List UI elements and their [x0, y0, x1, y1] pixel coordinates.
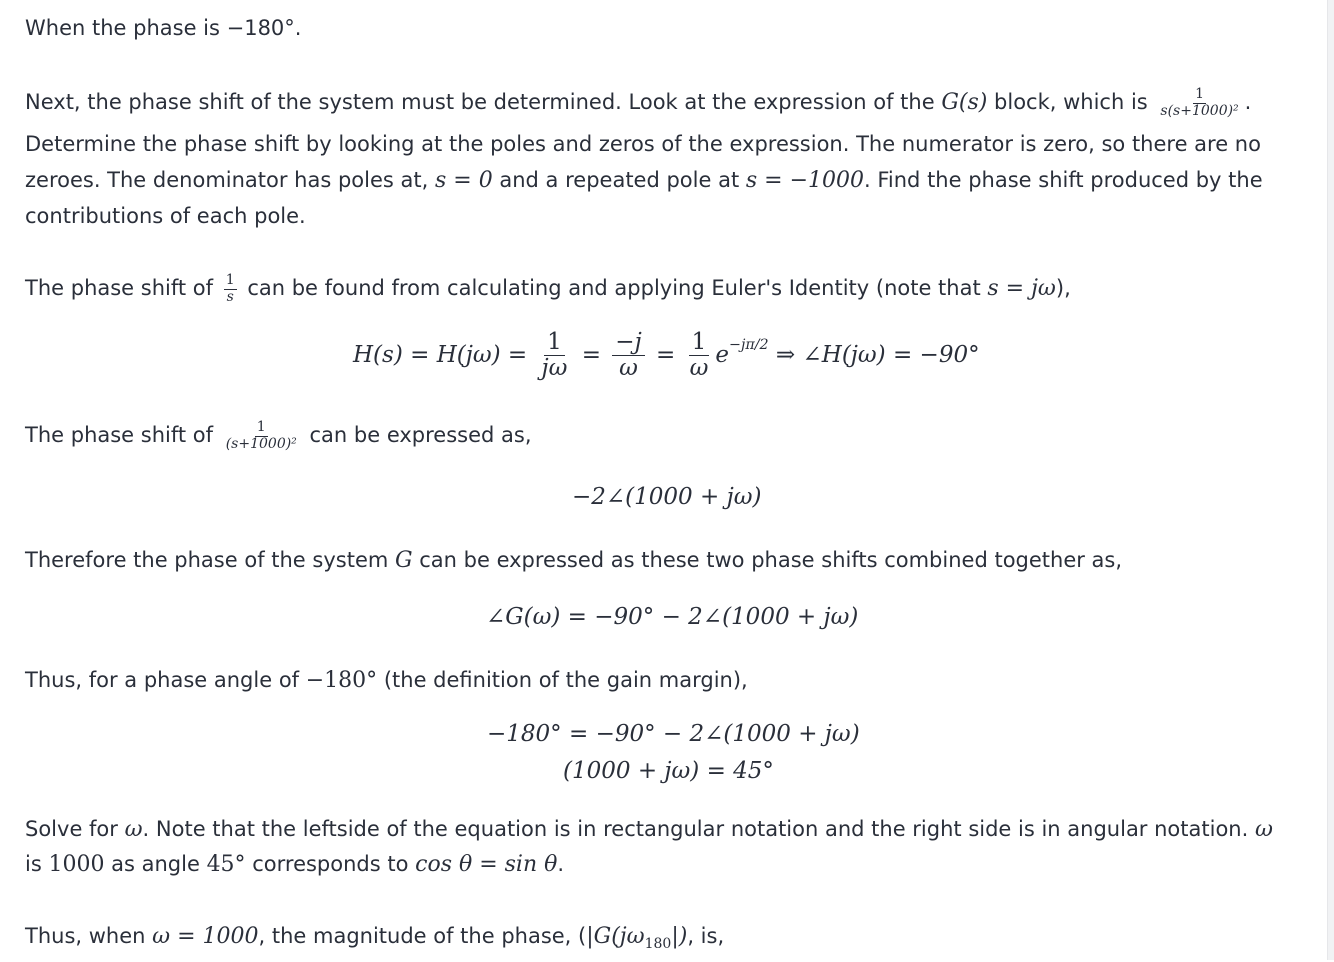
text-line-omega-1000: is 1000 as angle 45° corresponds to cos θ = sin θ. [25, 852, 565, 877]
text-line-phase-angle: Thus, for a phase angle of −180° (the definition of the gain margin), [25, 668, 748, 693]
text-line-phase-shift-repeated-pole: The phase shift of $\frac{1}{\text{(s+1000)²}}$ can be expressed as, [25, 419, 532, 452]
equation-repeated-pole-phase: −2∠(1000 + jω) [572, 484, 762, 510]
fraction-repeated-pole: $\frac{1}{\text{(s+1000)²}}$ [225, 419, 297, 452]
fraction-1-over-s: $\frac{1}{s}$ [225, 272, 235, 305]
math-gs: G(s) [941, 90, 988, 115]
equation-45-degrees: (1000 + jω) = 45° [563, 758, 774, 784]
equation-system-phase: ∠G(ω) = −90° − 2∠(1000 + jω) [486, 604, 859, 630]
text-line-phase-180: When the phase is −180°. [25, 16, 302, 40]
text-line-next-phase-shift: Next, the phase shift of the system must be determined. Look at the expression of the G(s) block, which is $\frac{1}{\text{s(s+1000)²}}$ . [25, 86, 1252, 119]
fraction-g-block: $\frac{1}{\text{s(s+1000)²}}$ [1160, 86, 1239, 119]
text-line-contributions: contributions of each pole. [25, 204, 306, 228]
text-line-determine: Determine the phase shift by looking at the poles and zeros of the expression. The numerator is zero, so there are no [25, 132, 1261, 156]
text-line-zeroes: zeroes. The denominator has poles at, s = 0 and a repeated pole at s = −1000. Find the phase shift produced by the [25, 168, 1263, 193]
equation-h-euler: H(s) = H(jω) = $\frac{1}{j\omega}$ = $\frac{-j}{\omega}$ = $\frac{1}{\omega}$ $e^{-j\pi/2}$ ⇒ ∠H(jω) = −90° [353, 329, 980, 382]
text-line-solve-for-omega: Solve for ω. Note that the leftside of the equation is in rectangular notation and the right side is in angular notation. ω [25, 817, 1273, 842]
equation-minus-180: −180° = −90° − 2∠(1000 + jω) [487, 721, 860, 747]
text-line-phase-shift-1-over-s: The phase shift of $\frac{1}{s}$ can be found from calculating and applying Euler's Identity (note that s = jω), [25, 272, 1071, 305]
text-line-magnitude: Thus, when ω = 1000, the magnitude of the phase, ($|G(j\omega_{180}|)$, is, [25, 924, 725, 953]
text-line-therefore: Therefore the phase of the system G can be expressed as these two phase shifts combined together as, [25, 548, 1123, 573]
scrollbar[interactable] [1327, 0, 1334, 960]
